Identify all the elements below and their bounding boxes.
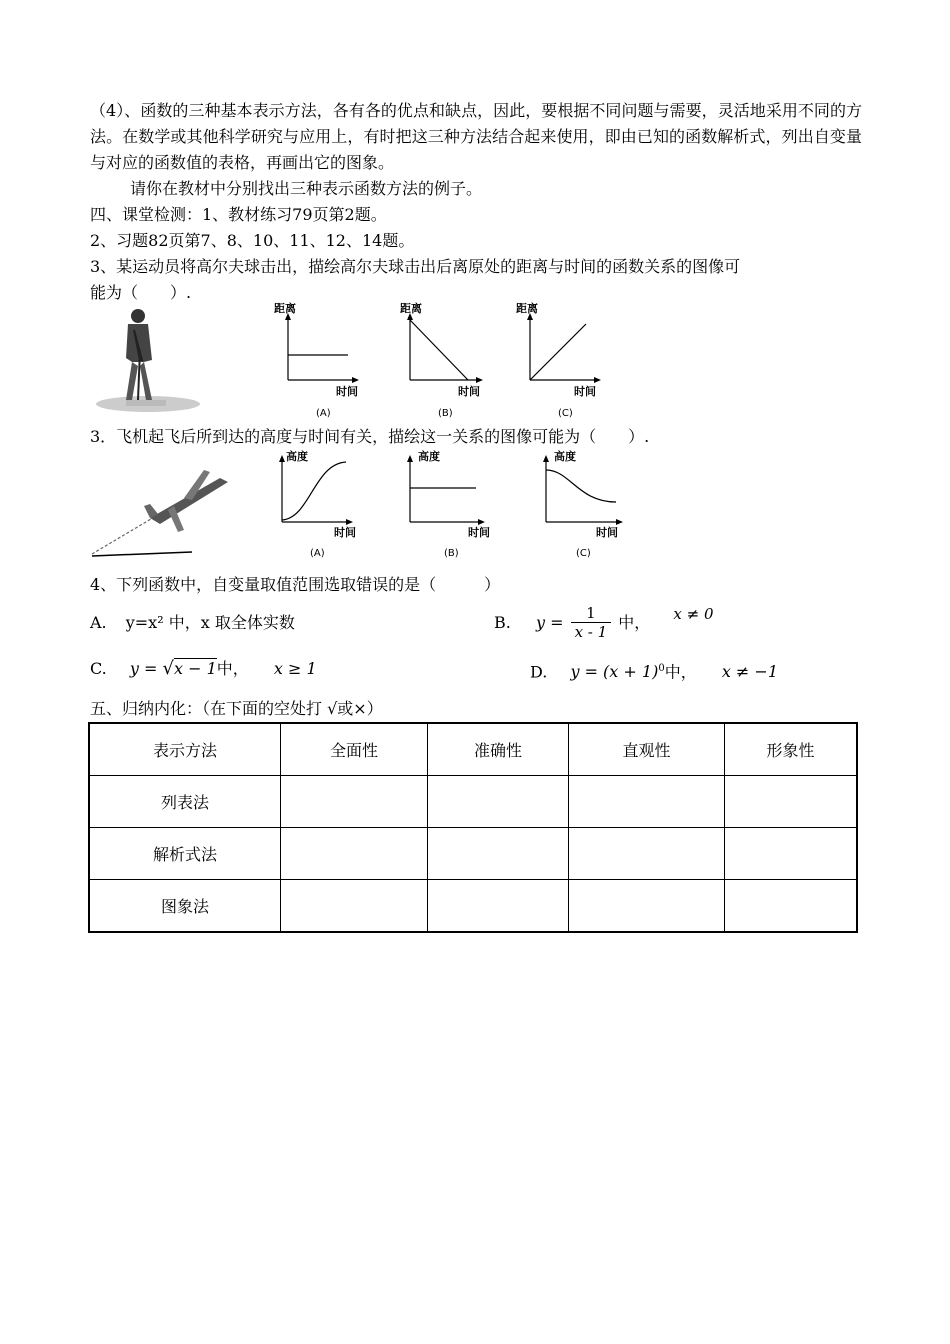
golf-graph-b-xlabel: 时间 [458, 385, 480, 398]
plane-graph-c-ylabel: 高度 [554, 450, 576, 463]
option-c-condition: x ≥ 1 [273, 659, 317, 678]
option-d [530, 656, 778, 685]
option-b [494, 604, 713, 644]
table-row-label: 图象法 [89, 880, 281, 933]
table-cell-blank[interactable] [569, 828, 725, 880]
table-cell-blank[interactable] [569, 880, 725, 933]
table-cell-blank[interactable] [281, 828, 428, 880]
table-row-label: 列表法 [89, 776, 281, 828]
golf-figure [88, 300, 628, 424]
option-d-condition: x ≠ −1 [721, 662, 778, 682]
golf-graph-b-label: (B) [438, 408, 453, 419]
option-a-text: y=x² 中，x 取全体实数 [125, 613, 295, 632]
table-cell-blank[interactable] [725, 828, 858, 880]
plane-graph-c-xlabel: 时间 [596, 526, 618, 539]
intro-task: 请你在教材中分别找出三种表示函数方法的例子。 [130, 179, 483, 198]
table-cell-blank[interactable] [428, 828, 569, 880]
option-b-fraction [571, 604, 612, 641]
plane-graph-b-label: (B) [444, 548, 459, 559]
table-cell-blank[interactable] [428, 880, 569, 933]
table-header-row [89, 723, 857, 776]
sqrt-icon: √ [162, 658, 174, 679]
golf-graph-a-ylabel: 距离 [274, 302, 296, 315]
intro-paragraph: （4）、函数的三种基本表示方法，各有各的优点和缺点，因此，要根据不同问题与需要，灵活地采用不同的方法。在数学或其他科学研究与应用上，有时把这三种方法结合起来使用，即由已知的函数解析式，列出自变量与对应的函数值的表格，再画出它的图象。 [90, 101, 862, 172]
option-c-label: C. [90, 659, 107, 678]
golfer-illustration [96, 309, 200, 412]
option-d-expression: y = (x + 1) [570, 662, 659, 682]
question4: 4、下列函数中，自变量取值范围选取错误的是（ ） [90, 575, 501, 594]
section5-title: 五、归纳内化：（在下面的空处打 √或×） [90, 699, 383, 718]
golf-graph-b-ylabel: 距离 [400, 302, 422, 315]
option-b-suffix: 中， [618, 612, 651, 632]
option-d-suffix: 中， [664, 662, 697, 682]
golf-graph-c [516, 301, 601, 419]
option-c [90, 656, 317, 682]
question3b: 3．飞机起飞后所到达的高度与时间有关，描绘这一关系的图像可能为（ ）. [90, 427, 650, 446]
question3a-line1: 3、某运动员将高尔夫球击出，描绘高尔夫球击出后离原处的距离与时间的函数关系的图像可 [90, 257, 741, 276]
plane-graph-b-ylabel: 高度 [418, 450, 440, 463]
golf-graph-c-label: (C) [558, 408, 573, 419]
table-row [89, 776, 857, 828]
plane-graph-a-ylabel: 高度 [286, 450, 308, 463]
golf-graph-c-ylabel: 距离 [516, 302, 538, 315]
golf-graph-c-xlabel: 时间 [574, 385, 596, 398]
plane-graph-c [543, 449, 623, 559]
question3a-line2: 能为（ ）. [90, 283, 192, 302]
plane-graph-c-label: (C) [576, 548, 591, 559]
option-b-label: B. [494, 612, 511, 632]
table-header-cell: 形象性 [725, 723, 858, 776]
table-cell-blank[interactable] [725, 880, 858, 933]
option-a [90, 610, 295, 636]
table-cell-blank[interactable] [428, 776, 569, 828]
table-cell-blank[interactable] [569, 776, 725, 828]
table-row [89, 880, 857, 933]
table-row [89, 828, 857, 880]
golf-graph-a-xlabel: 时间 [336, 385, 358, 398]
table-header-cell: 全面性 [281, 723, 428, 776]
table-row-label: 解析式法 [89, 828, 281, 880]
plane-graph-a [279, 449, 356, 559]
option-b-denominator: x - 1 [574, 623, 608, 641]
table-header-cell: 准确性 [428, 723, 569, 776]
option-b-numerator: 1 [571, 604, 612, 623]
airplane-illustration [92, 470, 228, 556]
table-cell-blank[interactable] [281, 880, 428, 933]
summary-table [88, 722, 858, 933]
plane-figure [88, 448, 648, 568]
option-d-exponent: 0 [658, 663, 665, 674]
plane-graph-a-label: (A) [310, 548, 325, 559]
plane-graph-a-xlabel: 时间 [334, 526, 356, 539]
option-d-label: D. [530, 662, 548, 682]
golf-graph-b [400, 301, 483, 419]
golf-graph-a-label: (A) [316, 408, 331, 419]
option-b-condition: x ≠ 0 [673, 605, 714, 623]
golf-graph-a [274, 301, 359, 419]
plane-graph-b-xlabel: 时间 [468, 526, 490, 539]
section4-item2: 2、习题82页第7、8、10、11、12、14题。 [90, 231, 415, 250]
plane-graph-b [407, 449, 490, 559]
section4-title: 四、课堂检测：1、教材练习79页第2题。 [90, 205, 387, 224]
table-header-cell: 表示方法 [89, 723, 281, 776]
option-c-suffix: 中， [216, 659, 249, 678]
option-c-lhs: y = [129, 659, 158, 678]
option-a-label: A. [90, 613, 107, 632]
table-header-cell: 直观性 [569, 723, 725, 776]
table-cell-blank[interactable] [725, 776, 858, 828]
table-cell-blank[interactable] [281, 776, 428, 828]
option-c-radicand: x − 1 [173, 659, 217, 678]
option-b-lhs: y = [535, 612, 564, 632]
